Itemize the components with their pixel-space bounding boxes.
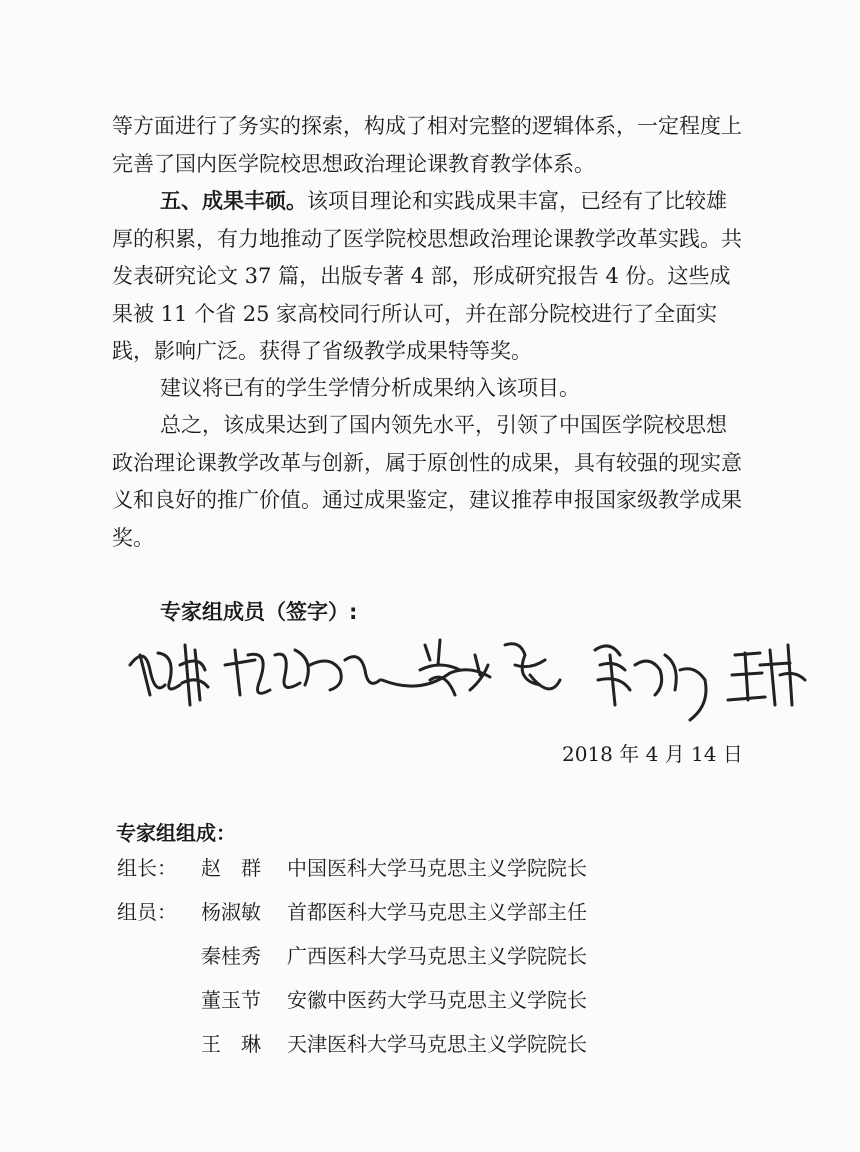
member-role: 组长： bbox=[117, 856, 177, 880]
member-org: 中国医科大学马克思主义学院院长 bbox=[287, 856, 587, 880]
handwritten-signatures bbox=[120, 625, 820, 725]
paragraph-conclusion: 总之，该成果达到了国内领先水平，引领了中国医学院校思想政治理论课教学改革与创新，属于原创性的成果，具有较强的现实意义和良好的推广价值。通过成果鉴定，建议推荐申报国家级教学成果奖。 bbox=[112, 413, 742, 550]
signature-1 bbox=[130, 645, 208, 705]
member-org: 首都医科大学马克思主义学部主任 bbox=[287, 900, 587, 924]
paragraph-suggestion: 建议将已有的学生学情分析成果纳入该项目。 bbox=[160, 376, 580, 400]
expert-group-title: 专家组组成： bbox=[116, 821, 236, 845]
paragraph-achievements bbox=[112, 183, 747, 371]
paragraph-body: 该项目理论和实践成果丰富，已经有了比较雄厚的积累，有力地推动了医学院校思想政治理论课教学改革实践。共发表研究论文 37 篇，出版专著 4 部，形成研究报告 4 份。这些成果被 11 个省 25 家高校同行所认可，并在部分院校进行了全面实践，影响广泛。获得了省级教学成果特等奖。 bbox=[112, 189, 742, 363]
member-name: 王 琳 bbox=[201, 1032, 261, 1056]
member-role: 组员： bbox=[117, 900, 177, 924]
signature-date: 2018 年 4 月 14 日 bbox=[562, 742, 743, 766]
signature-4 bbox=[595, 646, 706, 720]
signature-5 bbox=[728, 645, 805, 705]
member-name: 杨淑敏 bbox=[201, 900, 261, 924]
paragraph-continuation: 等方面进行了务实的探索，构成了相对完整的逻辑体系，一定程度上完善了国内医学院校思想政治理论课教育教学体系。 bbox=[112, 114, 742, 176]
member-name: 赵 群 bbox=[201, 856, 261, 880]
signature-label: 专家组成员（签字）: bbox=[160, 600, 358, 624]
signature-3 bbox=[420, 640, 560, 695]
member-org: 广西医科大学马克思主义学院院长 bbox=[287, 944, 587, 968]
member-org: 安徽中医药大学马克思主义学院长 bbox=[287, 988, 587, 1012]
member-name: 秦桂秀 bbox=[201, 944, 261, 968]
member-org: 天津医科大学马克思主义学院院长 bbox=[287, 1032, 587, 1056]
member-name: 董玉节 bbox=[201, 988, 261, 1012]
paragraph-heading: 五、成果丰硕。 bbox=[160, 189, 307, 213]
